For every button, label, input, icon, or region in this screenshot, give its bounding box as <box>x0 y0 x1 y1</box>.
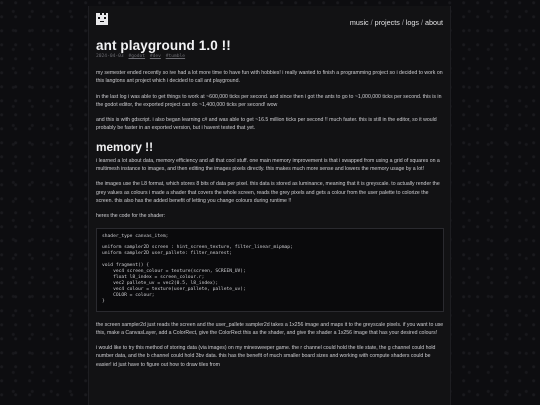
tag-link[interactable]: #dev <box>149 54 161 59</box>
nav-separator: / <box>421 18 423 27</box>
tag-link[interactable]: #godot <box>128 54 146 59</box>
paragraph: i would like to try this method of storing data (via images) on my minesweeper game. the r channel could hold the tile state, the g channel could hold number data, and the b channel could hold 3bv data. this has the benefit of much smaller board sizes and working with compute shaders could be easier! id just have to figure out how to draw tiles from <box>96 345 436 368</box>
nav-link-music[interactable]: music <box>349 18 369 27</box>
paragraph: and this is with gdscript. i also began learning c# and was able to get ~16.5 million ticks per second !! much faster. this is still in the editor, so it would probably be faster in an exported version, but i havent tested that yet. <box>96 117 437 132</box>
nav-link-about[interactable]: about <box>425 18 443 27</box>
tag-link[interactable]: #tumble <box>165 54 186 59</box>
main-nav <box>350 18 443 27</box>
paragraph: my semester ended recently so ive had a lot more time to have fun with hobbies! i really wanted to finish a programming project so i decided to work on this langtons ant project which i decided to call ant playground. <box>96 70 443 85</box>
post-meta <box>96 54 187 59</box>
paragraph: the images use the L8 format, which stores 8 bits of data per pixel. this data is stored as luminance, meaning that it is greyscale. to actually render the grey values as colours i made a shader that covers the whole screen, reads the grey pixels and gets a colour from the user palette to colorize the screen. this also has the added benefit of letting you change colours during runtime !! <box>96 181 440 204</box>
paragraph: in the last log i was able to get things to work at ~600,000 ticks per second. and since then i got the ants to go to ~1,000,000 ticks per second. this is in the godot editor, the exported project can do ~1,400,000 ticks per second! wow <box>96 93 442 108</box>
nav-link-logs[interactable]: logs <box>405 18 419 27</box>
post-content <box>96 69 444 376</box>
page-title: ant playground 1.0 !! <box>96 38 231 53</box>
nav-link-projects[interactable]: projects <box>374 18 400 27</box>
post-date: 2024-04-03 <box>96 54 124 59</box>
page-container <box>88 6 451 405</box>
site-header <box>94 11 447 33</box>
nav-separator: / <box>401 18 404 27</box>
paragraph: the screen sampler2d just reads the screen and the user_pallete sampler2d takes a 1x256 image and maps it to the greyscale pixels. if you want to use this, make a CanvasLayer, add a ColorRect, give the ColorRect this as the shader, and give the shader a 1x256 image that has your desired colours! <box>96 321 444 336</box>
pixel-cat-icon[interactable] <box>94 11 110 27</box>
section-heading-memory: memory !! <box>96 139 154 154</box>
paragraph: heres the code for the shader: <box>96 213 166 220</box>
paragraph: i learned a lot about data, memory efficiency and all that cool stuff. one main memory improvement is that i swapped from using a grid of squares on a multimesh instance to images, and then editing the images pixels directly. this makes much more sense and lowers the memory usage by a lot! <box>96 157 440 173</box>
nav-separator: / <box>370 18 373 27</box>
code-block[interactable]: shader_type canvas_item; uniform sampler2D screen : hint_screen_texture, filter_linear_mipmap; uniform sampler2D user_pallete: filter_nearest; void fragment() { vec4 screen_colour = texture(screen, SCREEN_UV); float l8_index = screen_colour.r; vec2 pallete_uv = vec2(0.5, l8_index); vec4 colour = texture(user_pallete, pallete_uv); COLOR = colour; } <box>96 228 444 312</box>
